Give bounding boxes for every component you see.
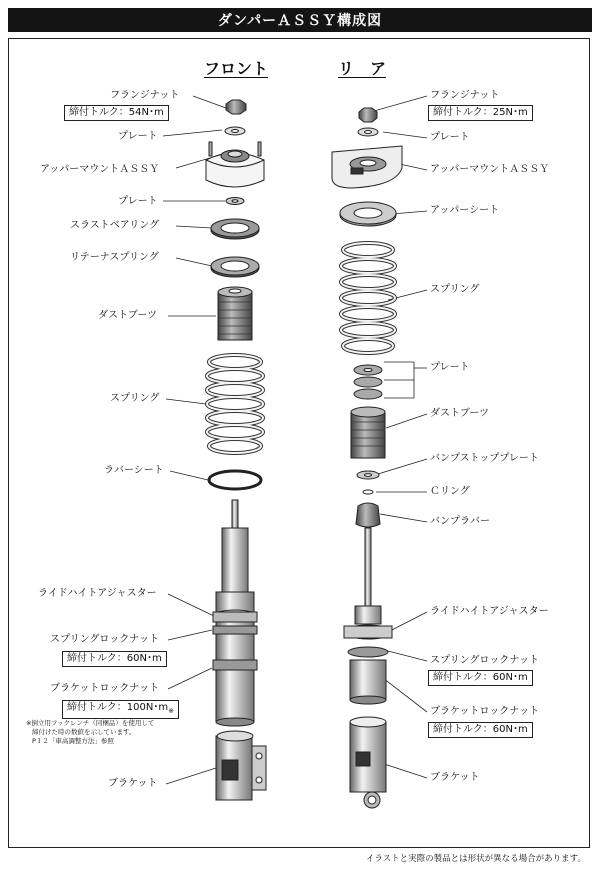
rear-bracket-label: ブラケット <box>430 772 480 783</box>
rear-heading: リ ア <box>338 59 387 78</box>
front-note-line3: P１２「車高調整方法」参照 <box>32 737 114 745</box>
rear-spring-lock-label: スプリングロックナット <box>430 655 539 666</box>
front-plate1-label: プレート <box>118 131 158 142</box>
rear-bracket-lock-torque: 締付トルク：60N･m <box>428 722 533 738</box>
leader-lines <box>163 96 427 784</box>
rear-bump-stop-plate-label: バンプストッププレート <box>430 453 539 464</box>
front-note-line1: ※倒立用フックレンチ（同梱品）を使用して <box>26 719 155 727</box>
rear-parts <box>332 108 402 808</box>
front-spring-lock-torque: 締付トルク：60N･m <box>62 651 167 667</box>
front-bracket-lock-label: ブラケットロックナット <box>50 683 160 694</box>
rear-plate1-label: プレート <box>430 132 470 143</box>
rear-upper-seat-label: アッパーシート <box>430 205 500 216</box>
rear-flange-nut-label: フランジナット <box>430 90 500 101</box>
rear-upper-mount-label: アッパーマウントＡＳＳＹ <box>430 164 550 175</box>
rear-spring-lock-torque: 締付トルク：60N･m <box>428 670 533 686</box>
front-flange-nut-label: フランジナット <box>110 90 180 101</box>
front-bracket-lock-mark: ※ <box>168 707 174 715</box>
rear-plate2-label: プレート <box>430 362 470 373</box>
disclaimer-footer: イラストと実際の製品とは形状が異なる場合があります。 <box>365 854 586 864</box>
front-plate2-label: プレート <box>118 196 158 207</box>
front-dust-boot-label: ダストブーツ <box>98 310 157 321</box>
front-flange-torque: 締付トルク：54N･m <box>64 105 169 121</box>
front-parts <box>206 100 266 800</box>
rear-c-ring-label: Ｃリング <box>430 486 470 497</box>
front-rubber-seat-label: ラバーシート <box>104 465 164 476</box>
front-retainer-spring-label: リテーナスプリング <box>70 252 159 263</box>
rear-bracket-lock-label: ブラケットロックナット <box>430 706 540 717</box>
front-spring-label: スプリング <box>110 393 160 404</box>
front-ride-height-label: ライドハイトアジャスター <box>38 588 157 599</box>
front-bracket-label: ブラケット <box>108 778 158 789</box>
front-bracket-lock-torque <box>62 700 179 719</box>
rear-flange-torque: 締付トルク：25N･m <box>428 105 533 121</box>
diagram-title: ダンパーＡＳＳＹ構成図 <box>8 8 592 32</box>
rear-dust-boot-label: ダストブーツ <box>430 408 489 419</box>
rear-bump-rubber-label: バンプラバー <box>430 516 490 527</box>
front-bracket-lock-torque-value: 締付トルク：100N･m <box>67 702 169 713</box>
front-spring-lock-label: スプリングロックナット <box>50 634 159 645</box>
rear-spring-label: スプリング <box>430 284 480 295</box>
front-heading: フロント <box>204 59 269 78</box>
front-upper-mount-label: アッパーマウントＡＳＳＹ <box>40 164 160 175</box>
front-thrust-bearing-label: スラストベアリング <box>70 220 160 231</box>
front-note-line2: 締付けた時の数値を示しています。 <box>32 728 136 736</box>
rear-ride-height-label: ライドハイトアジャスター <box>430 606 549 617</box>
